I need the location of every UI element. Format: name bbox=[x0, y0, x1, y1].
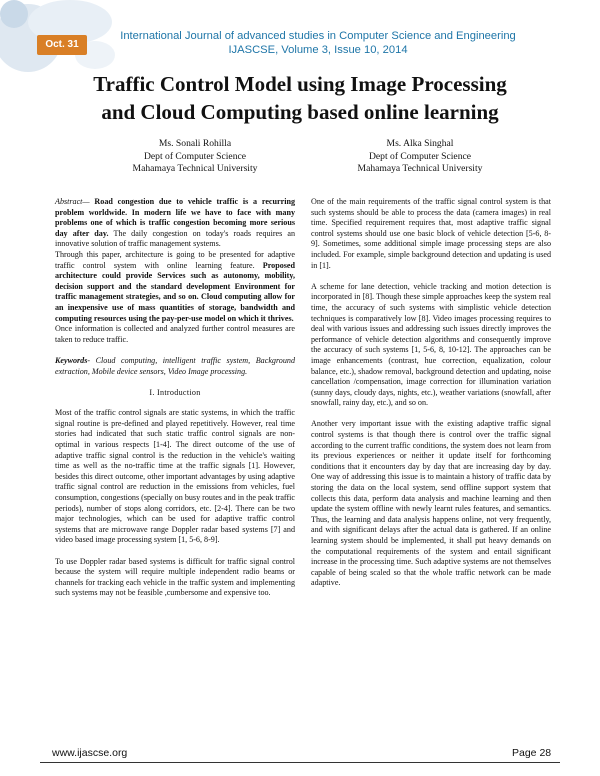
abstract-text-4: Proposed architecture could provide Services such as autonomy, mobility, decision support and the standard development Environment for traffic management strategies, and so on. Cloud computing allow for an inexpensive use of mass quantities of storage, bandwidth and computing resources using the pay-per-use model on which it thrives. bbox=[55, 260, 295, 323]
author-dept: Dept of Computer Science bbox=[143, 150, 247, 162]
journal-header bbox=[118, 30, 518, 57]
author-university: Mahamaya Technical University bbox=[357, 163, 483, 174]
date-badge: Oct. 31 bbox=[37, 35, 87, 55]
abstract-label: Abstract— bbox=[55, 197, 90, 206]
left-column bbox=[55, 197, 295, 610]
title-line-1: Traffic Control Model using Image Processing bbox=[93, 72, 507, 96]
abstract-text-2: The daily congestion on today's roads requires an innovative solution of traffic management systems. bbox=[55, 228, 296, 249]
section-heading: I. Introduction bbox=[149, 387, 201, 397]
right-paragraph-2: A scheme for lane detection, vehicle tracking and motion detection is incorporated in [8]. Though these simple approaches keep the system real time, the accuracy of such systems with simplistic vehicle detection techniques is comparatively low [8]. Video images processing requires to deal with various issues and addressing such issues directly improves the performance of vehicle detection algorithms and consequently improve the accuracy of such systems [1, 5-6, 8, 10-12]. The approaches can be image enhancements (contrast, hue correction, equalization, colour balance, etc.), shadow removal, background detection and updating, noise cancellation /compensation, image correction for illumination variation (sunny days, cloudy days, nights, etc.), weather variations (snowfall, after snowfall, rainy day, etc.), and so on. bbox=[311, 281, 551, 408]
keywords-label: Keywords- bbox=[55, 355, 91, 365]
abstract-text-3: Through this paper, architecture is going to be presented for adaptive traffic control system with online learning feature. bbox=[55, 249, 295, 270]
footer-divider bbox=[40, 762, 560, 763]
author-name: Ms. Sonali Rohilla bbox=[158, 138, 232, 149]
author-name: Ms. Alka Singhal bbox=[386, 138, 454, 149]
right-paragraph-1: One of the main requirements of the traffic signal control system is that such systems should be able to process the data (camera images) in real time. Specified requirement requires that, most adaptive traffic signal control systems should use one basic block of vehicle detection [5-6, 8-9]. Sometimes, some additional simple image processing steps are also included. For example, simple background detection and updating is used in [1]. bbox=[311, 197, 551, 270]
abstract-text: Road congestion due to vehicle traffic is a recurring problem worldwide. In modern life we have to face with many problems one of which is traffic congestion becoming more serious day after day. bbox=[55, 197, 295, 238]
keywords-text: Cloud computing, intelligent traffic system, Background extraction, Mobile device sensors, Video Image processing. bbox=[55, 355, 295, 376]
author-1 bbox=[95, 138, 295, 176]
paper-title bbox=[40, 70, 560, 126]
journal-name: International Journal of advanced studies in Computer Science and Engineering bbox=[120, 30, 516, 42]
abstract bbox=[55, 197, 295, 345]
author-dept: Dept of Computer Science bbox=[368, 150, 472, 162]
abstract-text-5: Once information is collected and analyzed further control measures are taken to reduce traffic. bbox=[55, 324, 295, 344]
right-column bbox=[311, 197, 551, 600]
title-line-2: and Cloud Computing based online learning bbox=[101, 100, 499, 124]
keywords bbox=[55, 356, 295, 377]
intro-paragraph-2: To use Doppler radar based systems is difficult for traffic signal control because the system will require multiple independent radio beams or channels for tracking each vehicle in the traffic system and implementing such systems may not be feasible ,cumbersome and expensive too. bbox=[55, 556, 295, 598]
intro-paragraph-1: Most of the traffic control signals are static systems, in which the traffic signal routine is pre-defined and played repetitively. However, real time stories had indicated that such static traffic control signals are non-optimal in various respects [1-4]. The direct outcome of the use of adaptive traffic signal control is the reduction in the vehicle's waiting time as well as the no-traffic time at the traffic signals [1]. However, besides this direct outcome, other important advantages by using adaptive traffic signal control are reduction in the emissions from vehicles, fuel consumption, congestions (specially on busy routes and in the peak traffic periods), number of stops along corridors, etc. [2-4]. There can be two major technologies, which can be used for adaptive traffic control systems that are microwave range Doppler radar based systems [7] and video based image processing system [1, 5-6, 8-9]. bbox=[55, 408, 295, 545]
author-2 bbox=[320, 138, 520, 176]
footer-page-number: Page 28 bbox=[512, 747, 552, 759]
journal-volume: IJASCSE, Volume 3, Issue 10, 2014 bbox=[228, 43, 408, 56]
footer-url[interactable]: www.ijascse.org bbox=[52, 747, 128, 759]
right-paragraph-3: Another very important issue with the existing adaptive traffic signal control systems is that though there is control over the traffic signal according to the current traffic conditions, the system does not learn from its previous experiences or neither it update itself for forthcoming conditions that it encounters day by day that are increasing day by day. One way of addressing this issue is to maintain a history of traffic data by storing the data on the local system, send offline support system that collects this data, perform data analysis and machine learning and then update the system offline with newly learnt rules features, and semantics. Thus, the learning and data analysis happens online, not very frequently, and with significant delays after the actual data is gathered. If an online learning system should be implemented, it shall put heavy demands on the computational requirements of the system and entail significant increase in the processing time. Such adaptive systems are not themselves capable of being scaled so that the whole traffic network can be made adaptive. bbox=[311, 419, 551, 588]
author-university: Mahamaya Technical University bbox=[132, 163, 258, 174]
